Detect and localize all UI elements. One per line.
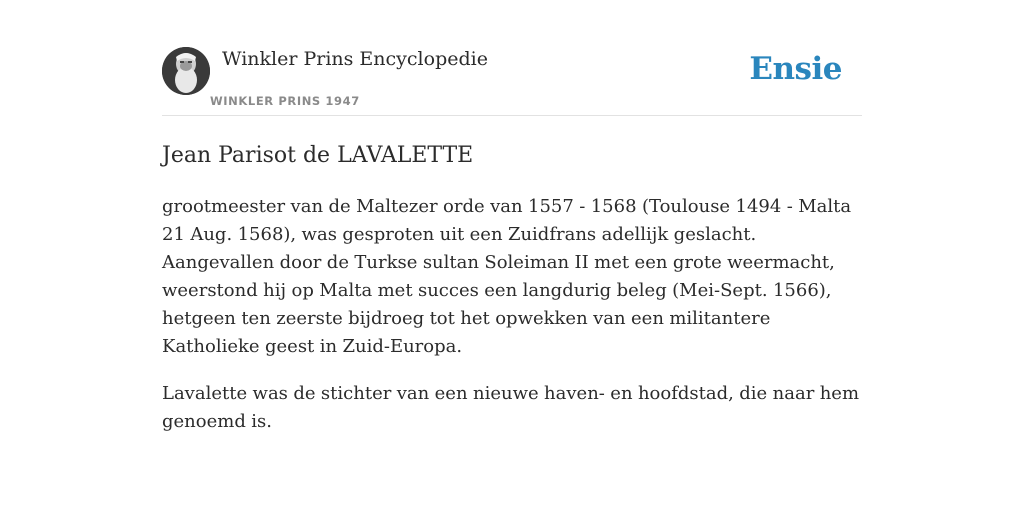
page-container [162, 46, 862, 436]
article-paragraph: Lavalette was de stichter van een nieuwe haven- en hoofdstad, die naar hem genoemd is. [162, 383, 860, 432]
source-avatar[interactable] [162, 47, 210, 95]
brand-logo-link[interactable]: Ensie [749, 51, 842, 87]
article-title: Jean Parisot de LAVALETTE [162, 143, 474, 168]
bearded-portrait-icon [162, 47, 210, 95]
article-paragraph: grootmeester van de Maltezer orde van 1557 - 1568 (Toulouse 1494 - Malta 21 Aug. 1568), was gesproten uit een Zuidfrans adellijk geslacht. Aangevallen door de Turkse sultan Soleiman II met een grote weermacht, weerstond hij op Malta met succes een langdurig beleg (Mei-Sept. 1566), hetgeen ten zeerste bijdroeg tot het opwekken van een militantere Katholieke geest in Zuid-Europa. [162, 196, 852, 357]
source-header [162, 46, 862, 116]
source-name[interactable]: Winkler Prins Encyclopedie [222, 48, 488, 70]
source-subtitle: WINKLER PRINS 1947 [210, 94, 360, 108]
